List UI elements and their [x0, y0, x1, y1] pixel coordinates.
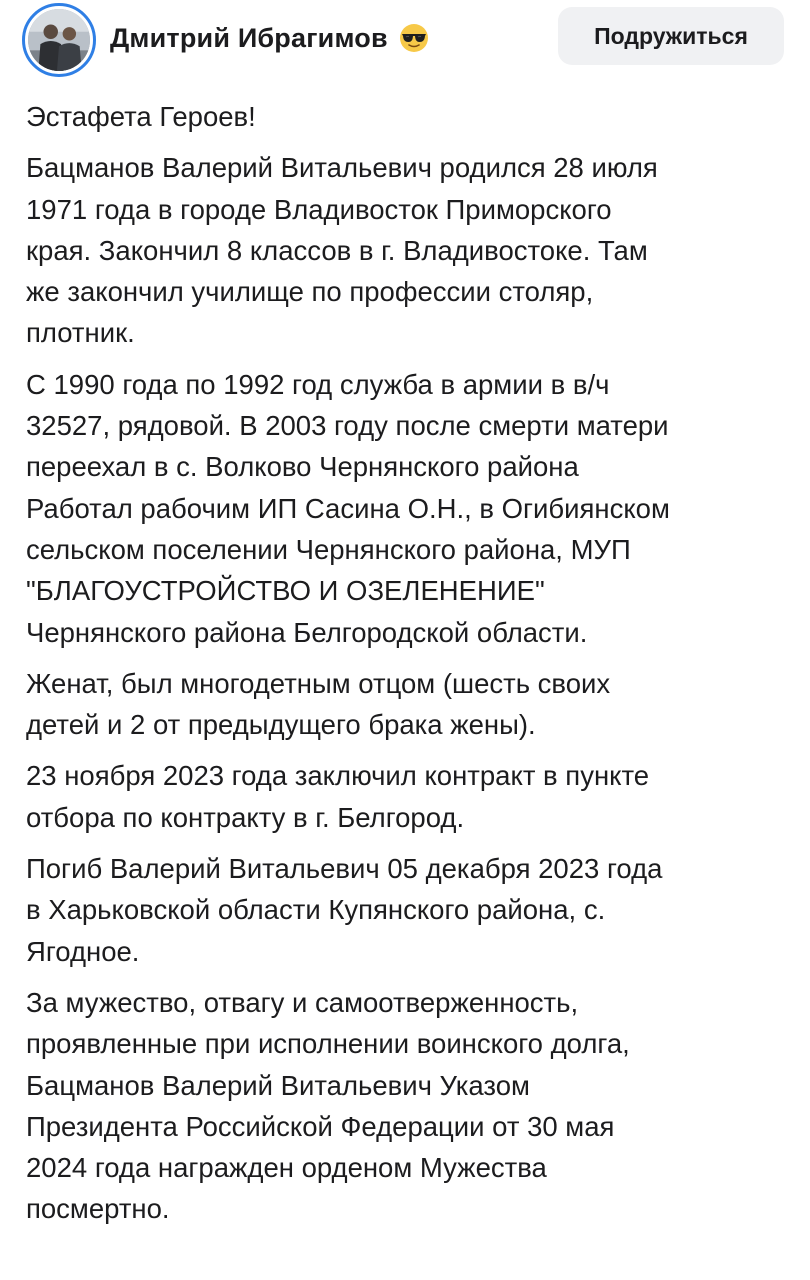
author-name[interactable]: Дмитрий Ибрагимов: [110, 22, 388, 53]
post-paragraph: За мужество, отвагу и самоотверженность, проявленные при исполнении воинского долга, Бацманов Валерий Витальевич Указом Президента Российской Федерации от 30 мая 2024 года награжден орденом Мужества посмертно.: [26, 986, 630, 1225]
avatar[interactable]: [22, 3, 96, 77]
sunglasses-face-icon: [398, 22, 430, 54]
post-header: [0, 0, 810, 80]
post-body: [26, 96, 796, 1240]
post-paragraph: Женат, был многодетным отцом (шесть своих детей и 2 от предыдущего брака жены).: [26, 667, 611, 741]
post-paragraph: 23 ноября 2023 года заключил контракт в пункте отбора по контракту в г. Белгород.: [26, 760, 650, 833]
avatar-photo-icon: [28, 9, 90, 71]
author: [110, 20, 430, 56]
add-friend-button[interactable]: Подружиться: [558, 7, 784, 65]
post-paragraph: Эстафета Героев!: [26, 101, 256, 132]
post-paragraph: Бацманов Валерий Витальевич родился 28 июля 1971 года в городе Владивосток Приморского края. Закончил 8 классов в г. Владивостоке. Там же закончил училище по профессии столяр, плотник.: [26, 152, 658, 349]
avatar-photo: [28, 9, 90, 71]
post-paragraph: С 1990 года по 1992 год служба в армии в в/ч 32527, рядовой. В 2003 году после смерти матери переехал в с. Волково Чернянского района Работал рабочим ИП Сасина О.Н., в Огибиянском сельском поселении Чернянского района, МУП "БЛАГОУСТРОЙСТВО И ОЗЕЛЕНЕНИЕ" Чернянского района Белгородской области.: [26, 368, 670, 648]
post-paragraph: Погиб Валерий Витальевич 05 декабря 2023 года в Харьковской области Купянского района, с. Ягодное.: [26, 853, 663, 967]
